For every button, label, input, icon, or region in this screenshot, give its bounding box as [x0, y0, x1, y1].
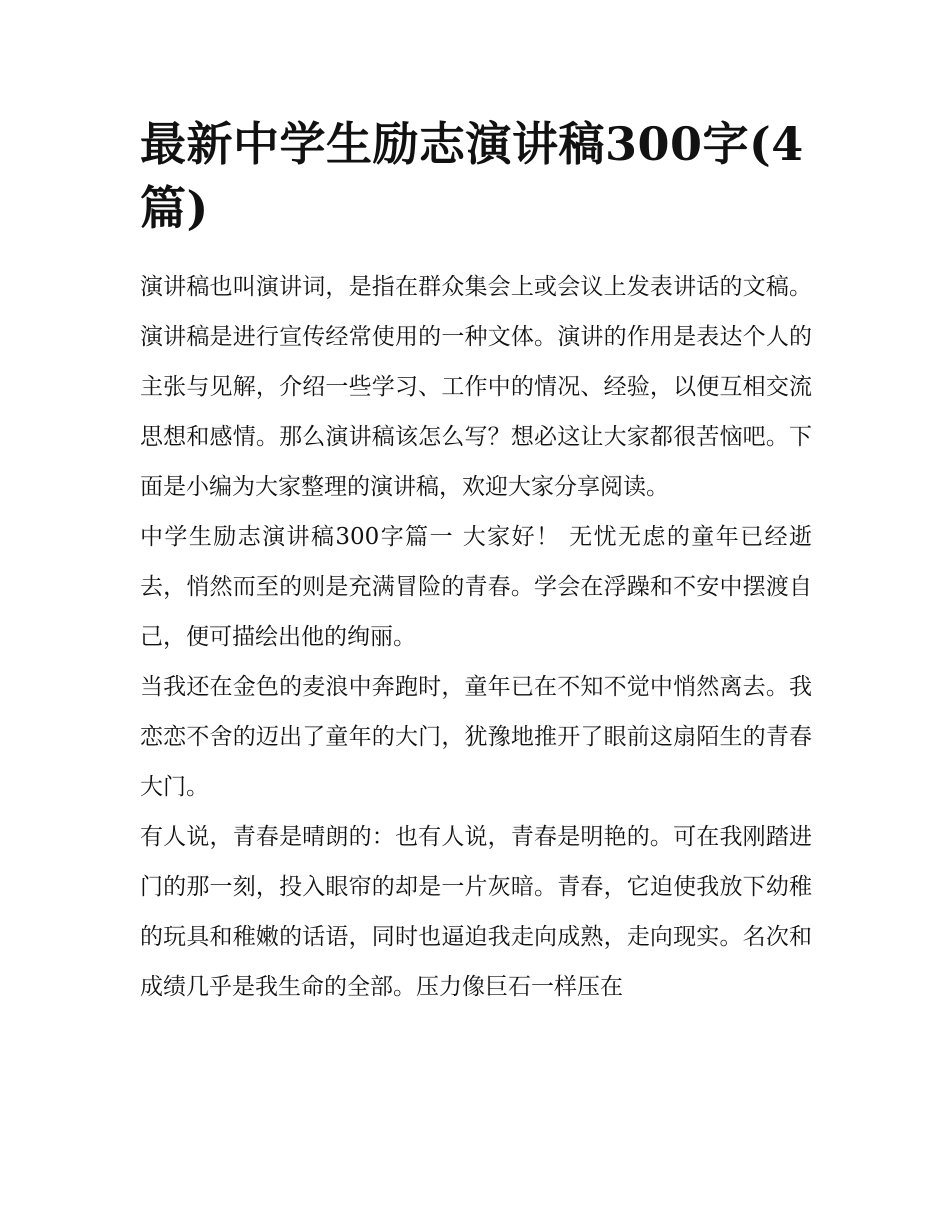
paragraph-speech-2: 当我还在金色的麦浪中奔跑时，童年已在不知不觉中悄然离去。我恋恋不舍的迈出了童年的大门，犹豫地推开了眼前这扇陌生的青春大门。	[140, 674, 812, 800]
document-page	[140, 112, 812, 1012]
document-title: 最新中学生励志演讲稿300字(4篇)	[140, 117, 804, 235]
paragraph-speech-3: 有人说，青春是晴朗的：也有人说，青春是明艳的。可在我刚踏进门的那一刻，投入眼帘的却是一片灰暗。青春，它迫使我放下幼稚的玩具和稚嫩的话语，同时也逼迫我走向成熟，走向现实。名次和成绩几乎是我生命的全部。压力像巨石一样压在	[140, 824, 812, 1000]
paragraph-speech-1: 中学生励志演讲稿300字篇一 大家好！ 无忧无虑的童年已经逝去，悄然而至的则是充满冒险的青春。学会在浮躁和不安中摆渡自己，便可描绘出他的绚丽。	[140, 524, 812, 650]
paragraph-intro: 演讲稿也叫演讲词，是指在群众集会上或会议上发表讲话的文稿。演讲稿是进行宣传经常使用的一种文体。演讲的作用是表达个人的主张与见解，介绍一些学习、工作中的情况、经验，以便互相交流思想和感情。那么演讲稿该怎么写？想必这让大家都很苦恼吧。下面是小编为大家整理的演讲稿，欢迎大家分享阅读。	[140, 274, 812, 500]
